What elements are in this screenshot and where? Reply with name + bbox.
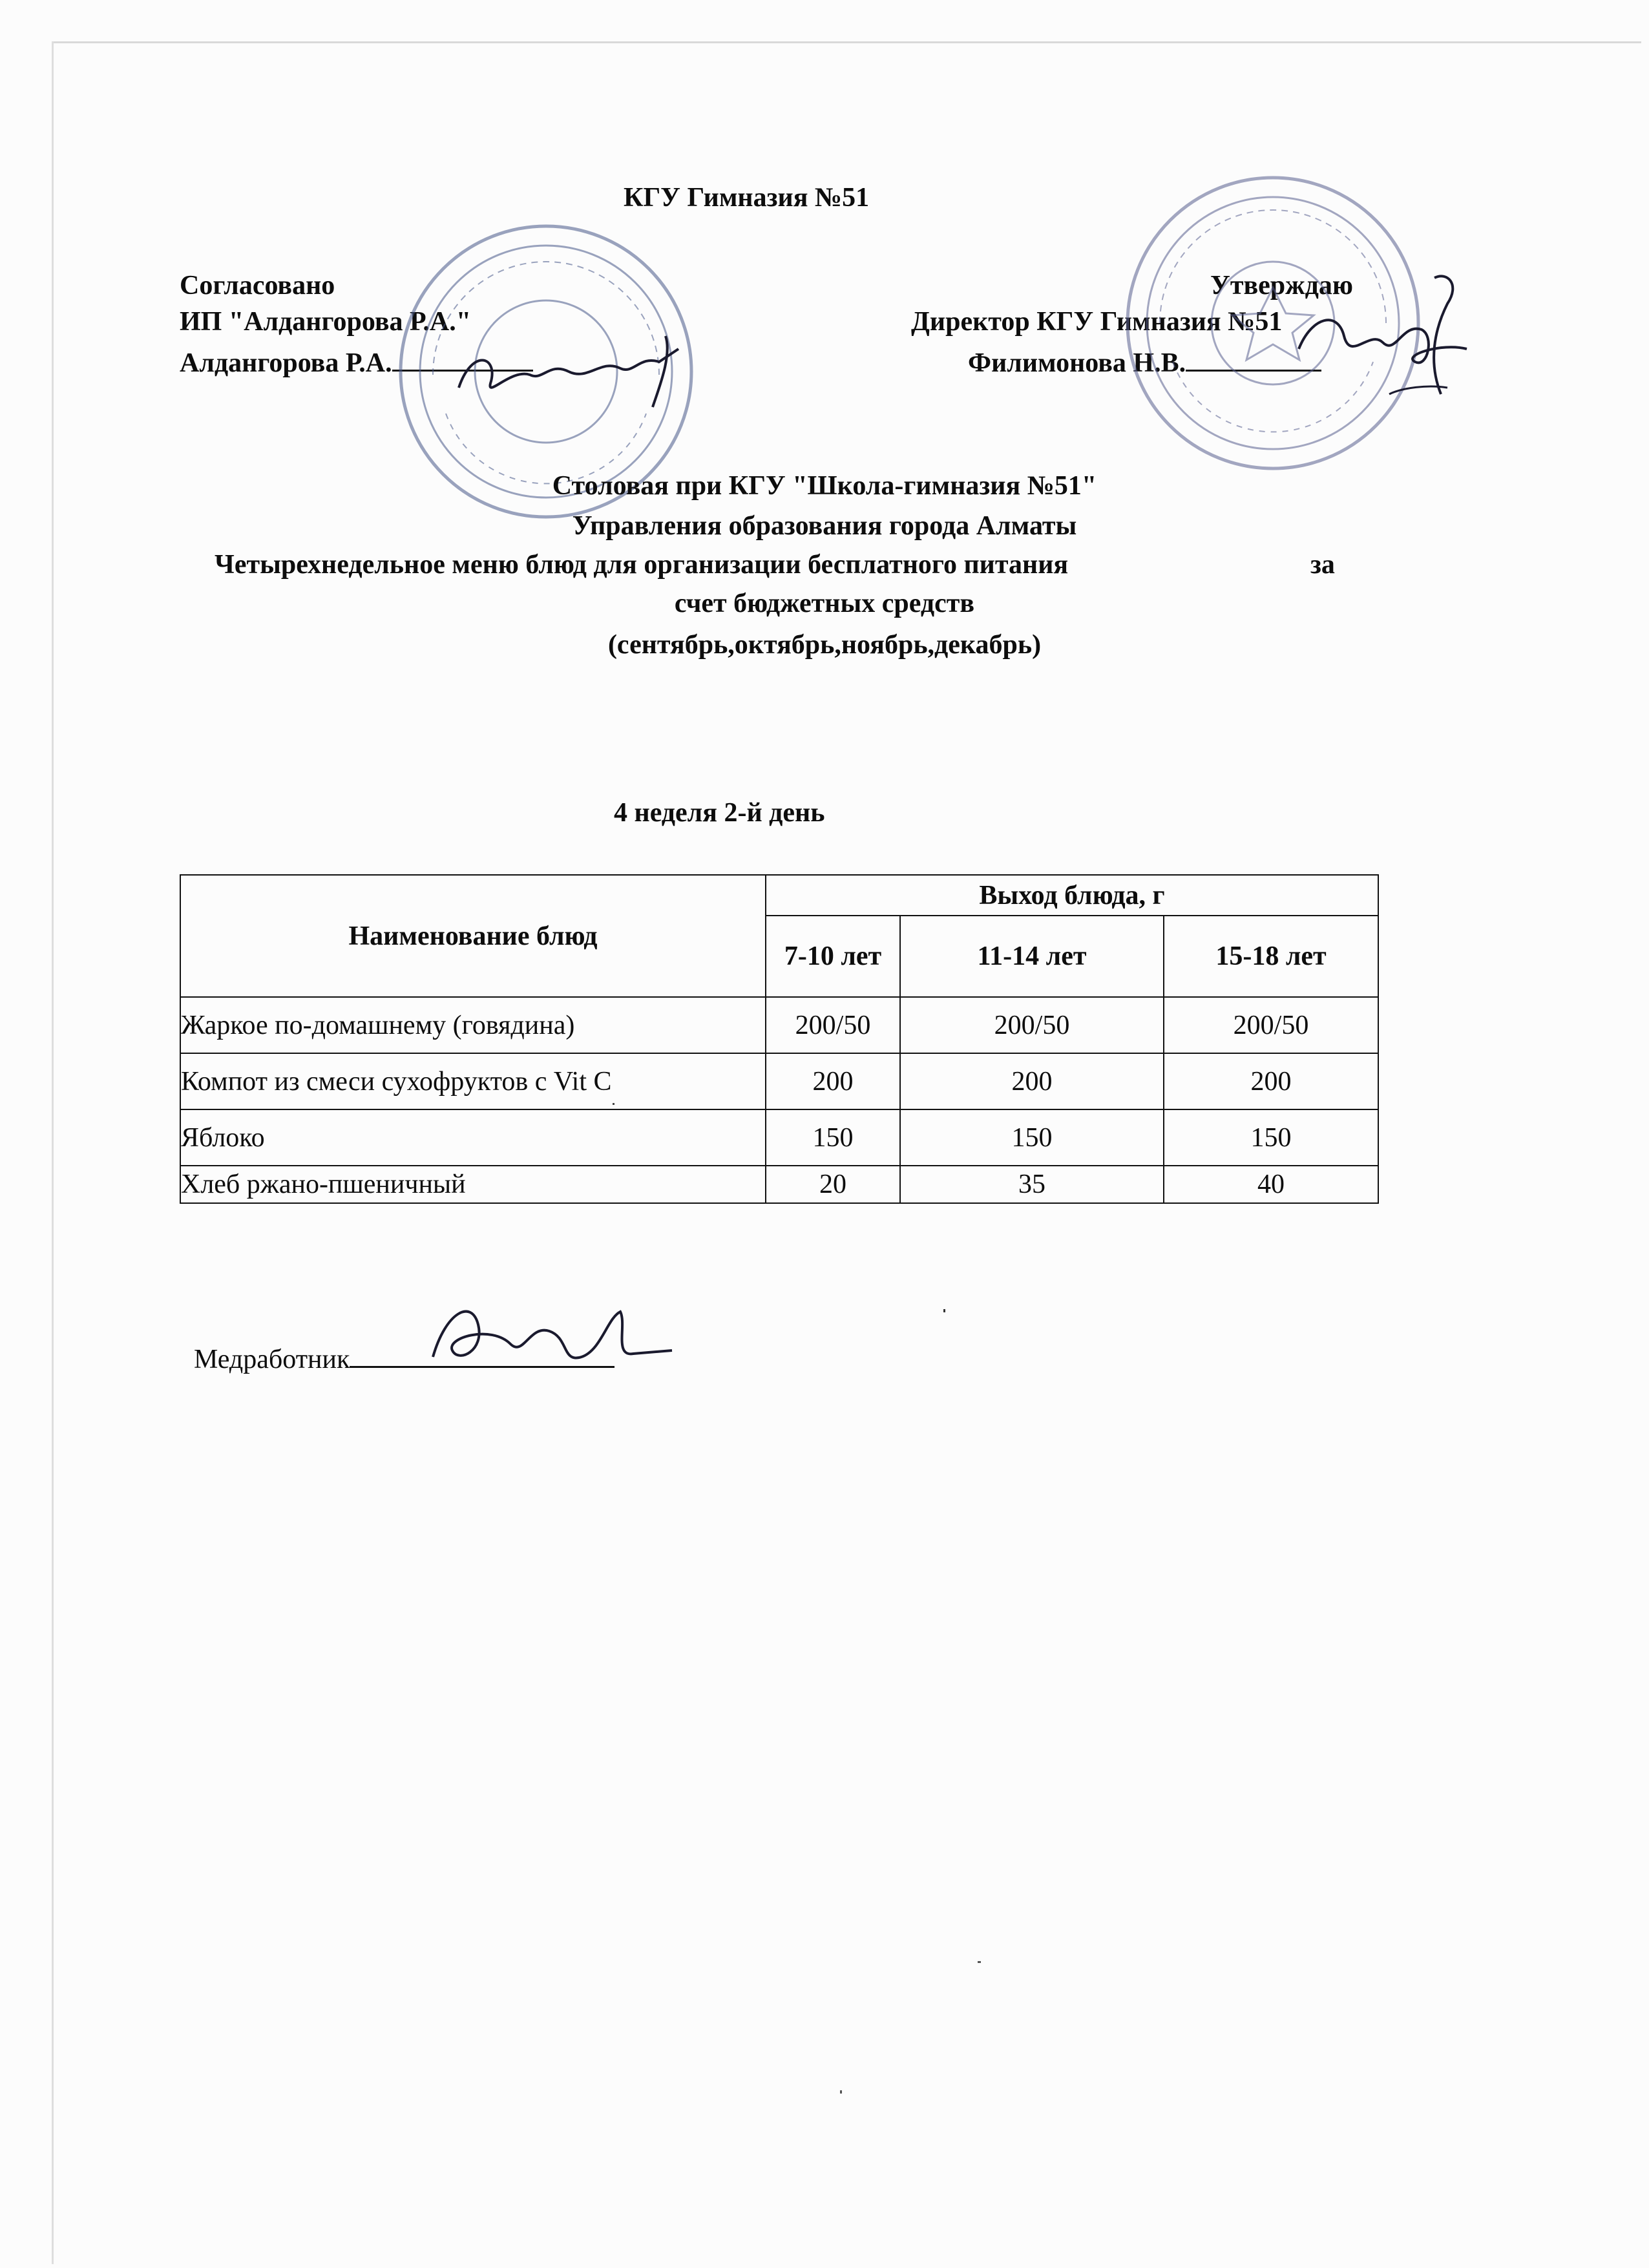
signature-right bbox=[1273, 265, 1486, 414]
department-title: Управления образования города Алматы bbox=[572, 511, 1077, 541]
org-title: КГУ Гимназия №51 bbox=[624, 183, 870, 213]
yield-value: 200/50 bbox=[766, 997, 900, 1053]
table-row bbox=[180, 997, 1378, 1053]
approval-left-label: Согласовано bbox=[180, 271, 335, 300]
yield-value: 150 bbox=[1164, 1109, 1378, 1166]
scan-speck bbox=[943, 1309, 945, 1312]
months-line: (сентябрь,октябрь,ноябрь,декабрь) bbox=[607, 630, 1042, 660]
signature-medworker bbox=[414, 1286, 685, 1383]
yield-value: 150 bbox=[900, 1109, 1164, 1166]
column-header-age-3: 15-18 лет bbox=[1164, 916, 1378, 997]
funding-line: счет бюджетных средств bbox=[674, 589, 975, 618]
menu-title-suffix: за bbox=[1310, 550, 1335, 580]
yield-value: 200 bbox=[900, 1053, 1164, 1109]
scan-edge-top bbox=[52, 41, 1641, 43]
dish-name: Яблоко bbox=[180, 1109, 766, 1166]
column-header-dish: Наименование блюд bbox=[180, 875, 766, 997]
yield-value: 200 bbox=[766, 1053, 900, 1109]
canteen-title: Столовая при КГУ "Школа-гимназия №51" bbox=[552, 471, 1097, 501]
column-header-yield: Выход блюда, г bbox=[766, 875, 1378, 916]
week-day-label: 4 неделя 2-й день bbox=[614, 798, 825, 828]
scan-speck bbox=[978, 1961, 981, 1963]
scan-edge-left bbox=[52, 41, 54, 2264]
yield-value: 40 bbox=[1164, 1166, 1378, 1203]
yield-value: 200 bbox=[1164, 1053, 1378, 1109]
approval-right-name: Филимонова Н.В. bbox=[968, 348, 1186, 378]
scan-speck bbox=[840, 2090, 842, 2094]
yield-value: 35 bbox=[900, 1166, 1164, 1203]
signature-left bbox=[446, 310, 691, 420]
dish-name: Хлеб ржано-пшеничный bbox=[180, 1166, 766, 1203]
dish-name: Жаркое по-домашнему (говядина) bbox=[180, 997, 766, 1053]
approval-left-org: ИП "Алдангорова Р.А." bbox=[180, 307, 472, 337]
approval-left-name: Алдангорова Р.А. bbox=[180, 348, 392, 378]
table-row bbox=[180, 1053, 1378, 1109]
table-row bbox=[180, 1166, 1378, 1203]
column-header-age-2: 11-14 лет bbox=[900, 916, 1164, 997]
table-row bbox=[180, 1109, 1378, 1166]
approval-right-label: Утверждаю bbox=[1210, 271, 1353, 300]
column-header-age-1: 7-10 лет bbox=[766, 916, 900, 997]
menu-title-line: Четырехнедельное меню блюд для организации бесплатного питания bbox=[215, 550, 1069, 580]
medworker-label: Медработник bbox=[194, 1345, 350, 1374]
menu-table bbox=[180, 874, 1379, 1204]
yield-value: 200/50 bbox=[1164, 997, 1378, 1053]
scan-speck bbox=[613, 1103, 614, 1105]
table-header-row bbox=[180, 875, 1378, 916]
dish-name: Компот из смеси сухофруктов с Vit C bbox=[180, 1053, 766, 1109]
yield-value: 150 bbox=[766, 1109, 900, 1166]
approval-right-position: Директор КГУ Гимназия №51 bbox=[911, 307, 1283, 337]
yield-value: 20 bbox=[766, 1166, 900, 1203]
yield-value: 200/50 bbox=[900, 997, 1164, 1053]
